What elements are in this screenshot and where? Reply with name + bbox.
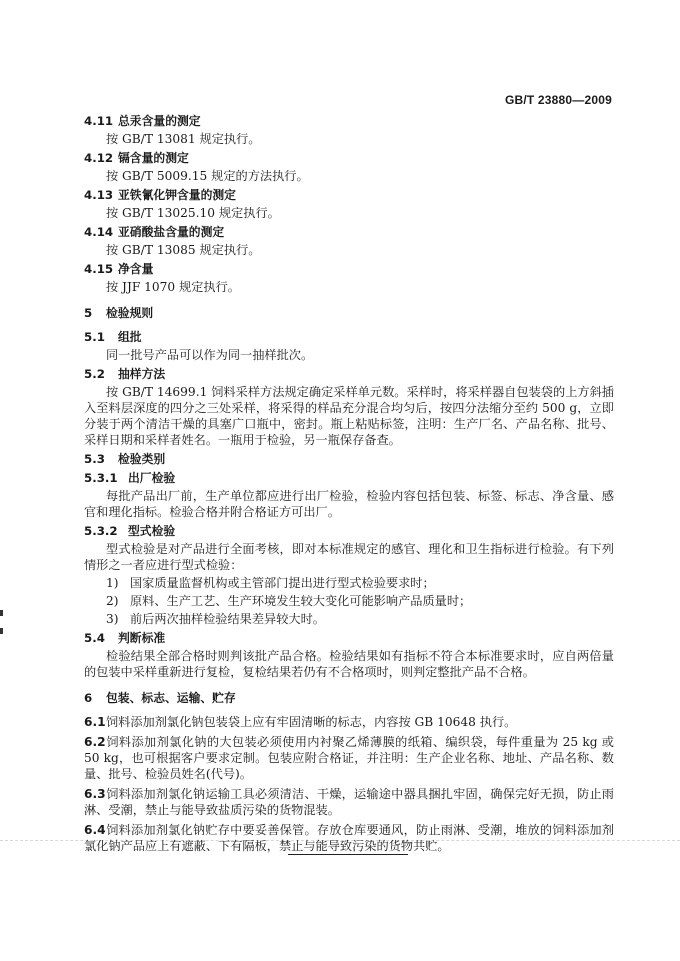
clause-5-3-1-body: 每批产品出厂前，生产单位都应进行出厂检验，检验内容包括包装、标签、标志、净含量、感官和理化指标。检验合格并附合格证方可出厂。 [84, 489, 614, 519]
clause-5-4-heading [84, 630, 614, 646]
item-4-15 [84, 261, 614, 295]
item-body: 按 GB/T 5009.15 规定的方法执行。 [106, 169, 309, 183]
clause-number: 5.2 [84, 367, 105, 381]
clause-6-4 [84, 822, 614, 854]
document-body [84, 110, 614, 854]
item-title: 镉含量的测定 [118, 151, 189, 165]
clause-number: 6.3 [84, 787, 106, 801]
clause-5-1-body: 同一批号产品可以作为同一抽样批次。 [106, 348, 314, 362]
clause-title: 组批 [118, 330, 142, 344]
clause-number: 5.1 [84, 330, 105, 344]
item-4-13 [84, 187, 614, 221]
item-body: 按 JJF 1070 规定执行。 [106, 280, 240, 294]
item-4-12 [84, 150, 614, 184]
clause-6-1 [84, 714, 614, 730]
clause-5-3-2-body: 型式检验是对产品进行全面考核，即对本标准规定的感官、理化和卫生指标进行检验。有下列情形之一者应进行型式检验： [84, 542, 614, 572]
item-number: 4.11 [84, 114, 114, 128]
scan-margin-mark [0, 628, 3, 634]
list-item: 3) 前后两次抽样检验结果差异较大时。 [106, 612, 325, 626]
item-number: 4.13 [84, 188, 114, 202]
item-number: 4.15 [84, 262, 114, 276]
section-6-heading [84, 690, 614, 706]
section-title: 包装、标志、运输、贮存 [106, 691, 236, 705]
clause-text: 饲料添加剂氯化钠运输工具必须清洁、干燥，运输途中器具捆扎牢固，确保完好无损，防止雨淋、受潮，禁止与能导致盐质污染的货物混装。 [84, 787, 614, 817]
item-body: 按 GB/T 13085 规定执行。 [106, 243, 261, 257]
item-title: 净含量 [118, 262, 154, 276]
clause-title: 判断标准 [118, 631, 166, 645]
clause-number: 6.4 [84, 823, 106, 837]
clause-6-2 [84, 734, 614, 782]
item-body: 按 GB/T 13025.10 规定执行。 [106, 206, 280, 220]
scan-margin-mark [0, 610, 3, 616]
item-title: 总汞含量的测定 [118, 114, 201, 128]
clause-5-3-1-heading [84, 470, 614, 486]
item-title: 亚硝酸盐含量的测定 [118, 225, 225, 239]
clause-5-3-heading [84, 451, 614, 467]
list-item: 1) 国家质量监督机构或主管部门提出进行型式检验要求时； [106, 576, 435, 590]
clause-text: 饲料添加剂氯化钠的大包装必须使用内衬聚乙烯薄膜的纸箱、编织袋，每件重量为 25 kg 或 50 kg，也可根据客户要求定制。包装应附合格证，并注明：生产企业名称、地址、产品名称、数量、批号、检验员姓名(代号)。 [84, 735, 614, 781]
clause-title: 型式检验 [128, 524, 176, 538]
end-rule [288, 854, 408, 855]
clause-number: 5.3.2 [84, 524, 118, 538]
standard-code: GB/T 23880—2009 [504, 93, 612, 107]
clause-number: 5.3.1 [84, 471, 118, 485]
clause-title: 出厂检验 [128, 471, 176, 485]
clause-5-1-heading [84, 329, 614, 345]
clause-number: 5.3 [84, 452, 105, 466]
clause-number: 6.2 [84, 735, 106, 749]
section-title: 检验规则 [106, 306, 154, 320]
item-number: 4.12 [84, 151, 114, 165]
section-5-heading [84, 305, 614, 321]
clause-title: 抽样方法 [118, 367, 166, 381]
clause-number: 6.1 [84, 715, 106, 729]
clause-title: 检验类别 [118, 452, 166, 466]
item-title: 亚铁氰化钾含量的测定 [118, 188, 236, 202]
item-4-11 [84, 113, 614, 147]
clause-5-2-body: 按 GB/T 14699.1 饲料采样方法规定确定采样单元数。采样时，将采样器自包装袋的上方斜插入至料层深度的四分之三处采样，将采得的样品充分混合均匀后，按四分法缩分至约 500 g，立即分装于两个清洁干燥的具塞广口瓶中，密封。瓶上粘贴标签，注明：生产厂名、产品名称、批号、采样日期和采样者姓名。一瓶用于检验，另一瓶保存备查。 [84, 385, 614, 447]
clause-5-2-heading [84, 366, 614, 382]
clause-text: 饲料添加剂氯化钠贮存中要妥善保管。存放仓库要通风，防止雨淋、受潮，堆放的饲料添加剂氯化钠产品应上有遮蔽、下有隔板，禁止与能导致污染的货物共贮。 [84, 823, 614, 853]
section-number: 6 [84, 691, 93, 705]
item-number: 4.14 [84, 225, 114, 239]
section-number: 5 [84, 306, 93, 320]
clause-6-3 [84, 786, 614, 818]
item-body: 按 GB/T 13081 规定执行。 [106, 132, 261, 146]
clause-text: 饲料添加剂氯化钠包装袋上应有牢固清晰的标志，内容按 GB 10648 执行。 [106, 715, 517, 729]
clause-number: 5.4 [84, 631, 105, 645]
list-item: 2) 原料、生产工艺、生产环境发生较大变化可能影响产品质量时； [106, 594, 472, 608]
clause-5-4-body: 检验结果全部合格时则判该批产品合格。检验结果如有指标不符合本标准要求时，应自两倍量的包装中采样重新进行复检，复检结果若仍有不合格项时，则判定整批产品不合格。 [84, 649, 614, 679]
clause-5-3-2-heading [84, 523, 614, 539]
item-4-14 [84, 224, 614, 258]
